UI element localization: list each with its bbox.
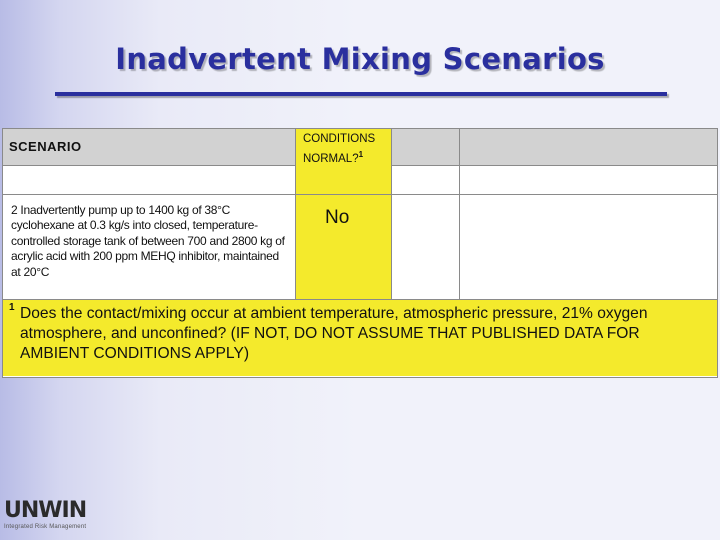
footnote-number: 1	[9, 302, 15, 313]
conditions-normal-cell: No	[325, 207, 350, 228]
conditions-column-header	[303, 131, 391, 167]
row-divider	[3, 194, 717, 195]
footnote-text: Does the contact/mixing occur at ambient temperature, atmospheric pressure, 21% oxygen atmosphere, and unconfined? (IF NOT, DO NOT ASSUME THAT PUBLISHED DATA FOR AMBIENT CONDITIONS APPLY)	[20, 305, 648, 362]
column-divider	[459, 129, 460, 299]
footnote-box	[3, 299, 717, 376]
logo-wordmark: UNWIN	[4, 498, 87, 523]
conditions-header-line1: CONDITIONS	[303, 133, 376, 145]
company-logo	[4, 500, 122, 538]
scenario-table	[2, 128, 718, 378]
footnote-marker: 1	[358, 150, 364, 159]
slide-title: Inadvertent Mixing Scenarios	[115, 42, 605, 76]
logo-tagline: Integrated Risk Management	[4, 524, 87, 530]
title-underline	[55, 92, 667, 96]
conditions-header-text: NORMAL?	[303, 152, 359, 165]
conditions-header-line2	[303, 147, 391, 167]
column-divider	[391, 129, 392, 299]
scenario-column-header: SCENARIO	[9, 139, 82, 154]
column-divider	[295, 129, 296, 299]
scenario-cell: 2 Inadvertently pump up to 1400 kg of 38°C cyclohexane at 0.3 kg/s into closed, temperature-controlled storage tank of between 700 and 2800 kg of acrylic acid with 200 ppm MEHQ inhibitor, maintained at 20°C	[11, 203, 285, 279]
